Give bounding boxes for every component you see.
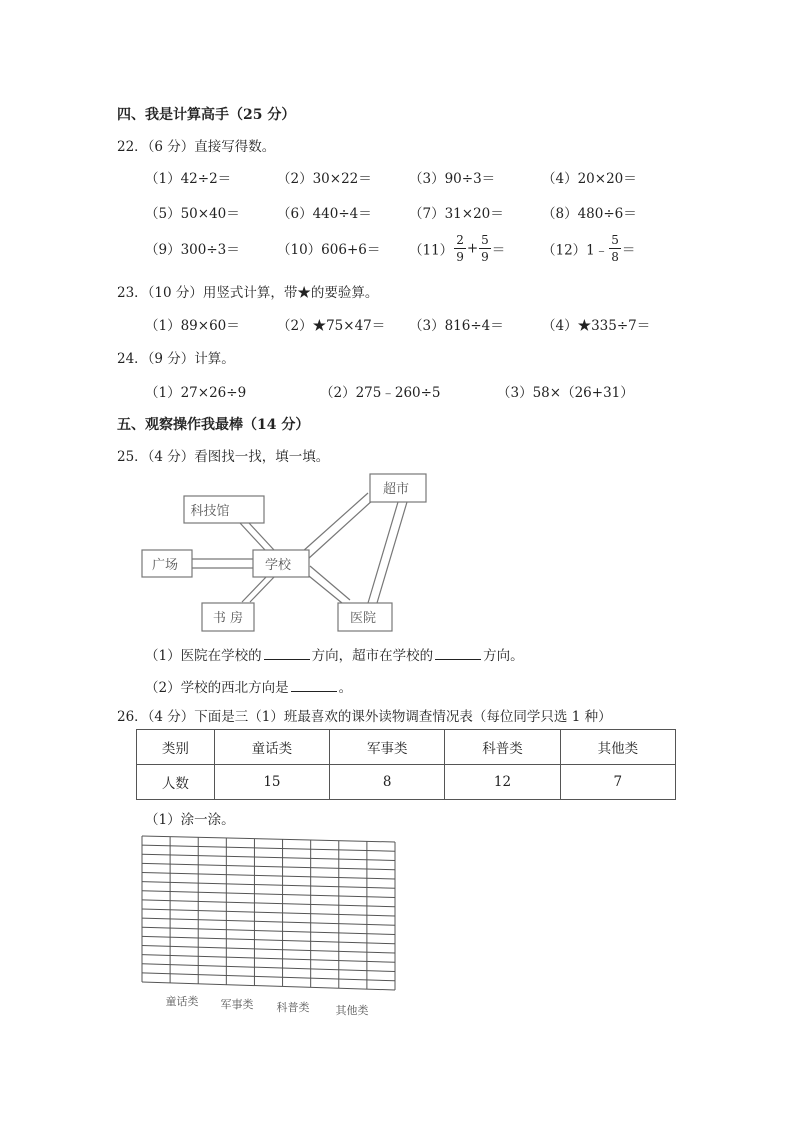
fraction-denominator: 9 (456, 250, 464, 264)
q22-item-5: （5）50×40＝ (145, 206, 240, 222)
fraction-denominator: 8 (611, 250, 619, 264)
grid-label-fairy-tales: 童话类 (165, 995, 199, 1008)
table-header-cell: 童话类 (214, 730, 329, 765)
q22-item-11-prefix: （11） (409, 242, 454, 259)
map-label-school: 学校 (264, 558, 292, 573)
map-label-bookstore: 书 房 (212, 611, 244, 626)
grid-row-line (142, 854, 395, 860)
table-cell: 7 (560, 765, 675, 800)
fraction (609, 234, 621, 263)
grid-row-line (142, 863, 395, 869)
q24-item-1: （1）27×26÷9 (145, 385, 247, 401)
q26-label: 26．（4 分）下面是三（1）班最喜欢的课外读物调查情况表（每位同学只选 1 种） (117, 709, 612, 725)
grid-row-line (142, 891, 395, 898)
q22-item-1: （1）42÷2＝ (145, 171, 232, 187)
table-row (137, 765, 676, 800)
q24-item-3: （3）58×（26+31） (497, 385, 634, 401)
grid-row-line (142, 882, 395, 889)
grid-row-line (142, 918, 395, 925)
q23-label: 23．（10 分）用竖式计算，带★的要验算。 (117, 285, 379, 301)
fraction (479, 234, 491, 263)
grid-row-line (142, 946, 395, 954)
table-header-cell: 军事类 (330, 730, 445, 765)
table-header-cell: 类别 (137, 730, 215, 765)
fraction-numerator: 2 (456, 233, 464, 247)
map-label-supermarket: 超市 (382, 482, 410, 497)
q24-label: 24．（9 分）计算。 (117, 351, 235, 367)
q25-sub-1-text-b: 方向，超市在学校的 (311, 648, 434, 664)
coloring-grid[interactable] (138, 832, 400, 1022)
table-cell: 人数 (137, 765, 215, 800)
q25-sub-2-text-b: 。 (338, 680, 353, 696)
fraction-denominator: 9 (481, 250, 489, 264)
q25-sub-2 (145, 676, 352, 696)
plus-sign: + (466, 240, 479, 257)
q26-sub-1: （1）涂一涂。 (145, 812, 235, 828)
q22-item-10: （10）606+6＝ (277, 242, 381, 258)
map-label-hospital: 医院 (349, 611, 377, 626)
q24-item-2: （2）275﹣260÷5 (320, 385, 441, 401)
survey-table (136, 729, 676, 800)
fraction (454, 234, 466, 263)
grid-row-line (142, 955, 395, 963)
q25-sub-1-text-c: 方向。 (483, 648, 524, 664)
q22-item-3: （3）90÷3＝ (409, 171, 496, 187)
q23-item-4: （4）★335÷7＝ (542, 318, 651, 334)
grid-row-line (142, 927, 395, 934)
table-cell: 8 (330, 765, 445, 800)
grid-row-line (142, 845, 395, 851)
grid-row-line (142, 982, 395, 990)
map-label-square: 广场 (151, 558, 179, 573)
q22-item-4: （4）20×20＝ (542, 171, 637, 187)
q22-item-9: （9）300÷3＝ (145, 242, 240, 258)
grid-row-line (142, 909, 395, 916)
answer-blank[interactable] (435, 647, 481, 660)
answer-blank[interactable] (264, 647, 310, 660)
q22-item-6: （6）440÷4＝ (277, 206, 372, 222)
map-diagram (130, 466, 440, 636)
fraction-numerator: 5 (611, 233, 619, 247)
table-header-cell: 其他类 (560, 730, 675, 765)
grid-label-science: 科普类 (276, 1001, 310, 1014)
q22-item-12 (542, 234, 635, 263)
q25-label: 25．（4 分）看图找一找，填一填。 (117, 449, 330, 465)
table-header-row (137, 730, 676, 765)
map-label-science-museum: 科技馆 (190, 504, 230, 519)
table-cell: 15 (214, 765, 329, 800)
section-5-title: 五、观察操作我最棒（14 分） (117, 417, 310, 433)
q22-item-8: （8）480÷6＝ (542, 206, 637, 222)
fraction-numerator: 5 (481, 233, 489, 247)
grid-label-other: 其他类 (335, 1004, 369, 1017)
grid-row-line (142, 936, 395, 943)
section-4-title: 四、我是计算高手（25 分） (117, 107, 296, 123)
q22-item-2: （2）30×22＝ (277, 171, 372, 187)
table-header-cell: 科普类 (445, 730, 560, 765)
grid-row-line (142, 964, 395, 972)
grid-row-line (142, 873, 395, 880)
equals-sign: ＝ (621, 242, 636, 259)
q22-item-7: （7）31×20＝ (409, 206, 504, 222)
q23-item-1: （1）89×60＝ (145, 318, 240, 334)
answer-blank[interactable] (291, 679, 337, 692)
grid-row-line (142, 900, 395, 907)
q22-label: 22．（6 分）直接写得数。 (117, 139, 276, 155)
q25-sub-1 (145, 644, 524, 664)
q23-item-3: （3）816÷4＝ (409, 318, 504, 334)
equals-sign: ＝ (491, 242, 506, 259)
grid-row-line (142, 973, 395, 981)
q22-item-11 (409, 234, 505, 263)
table-cell: 12 (445, 765, 560, 800)
q25-sub-1-text-a: （1）医院在学校的 (145, 648, 262, 664)
grid-label-military: 军事类 (220, 998, 254, 1011)
q23-item-2: （2）★75×47＝ (277, 318, 386, 334)
grid-row-line (142, 836, 395, 842)
q22-item-12-prefix: （12）1﹣ (542, 242, 609, 259)
q25-sub-2-text-a: （2）学校的西北方向是 (145, 680, 289, 696)
